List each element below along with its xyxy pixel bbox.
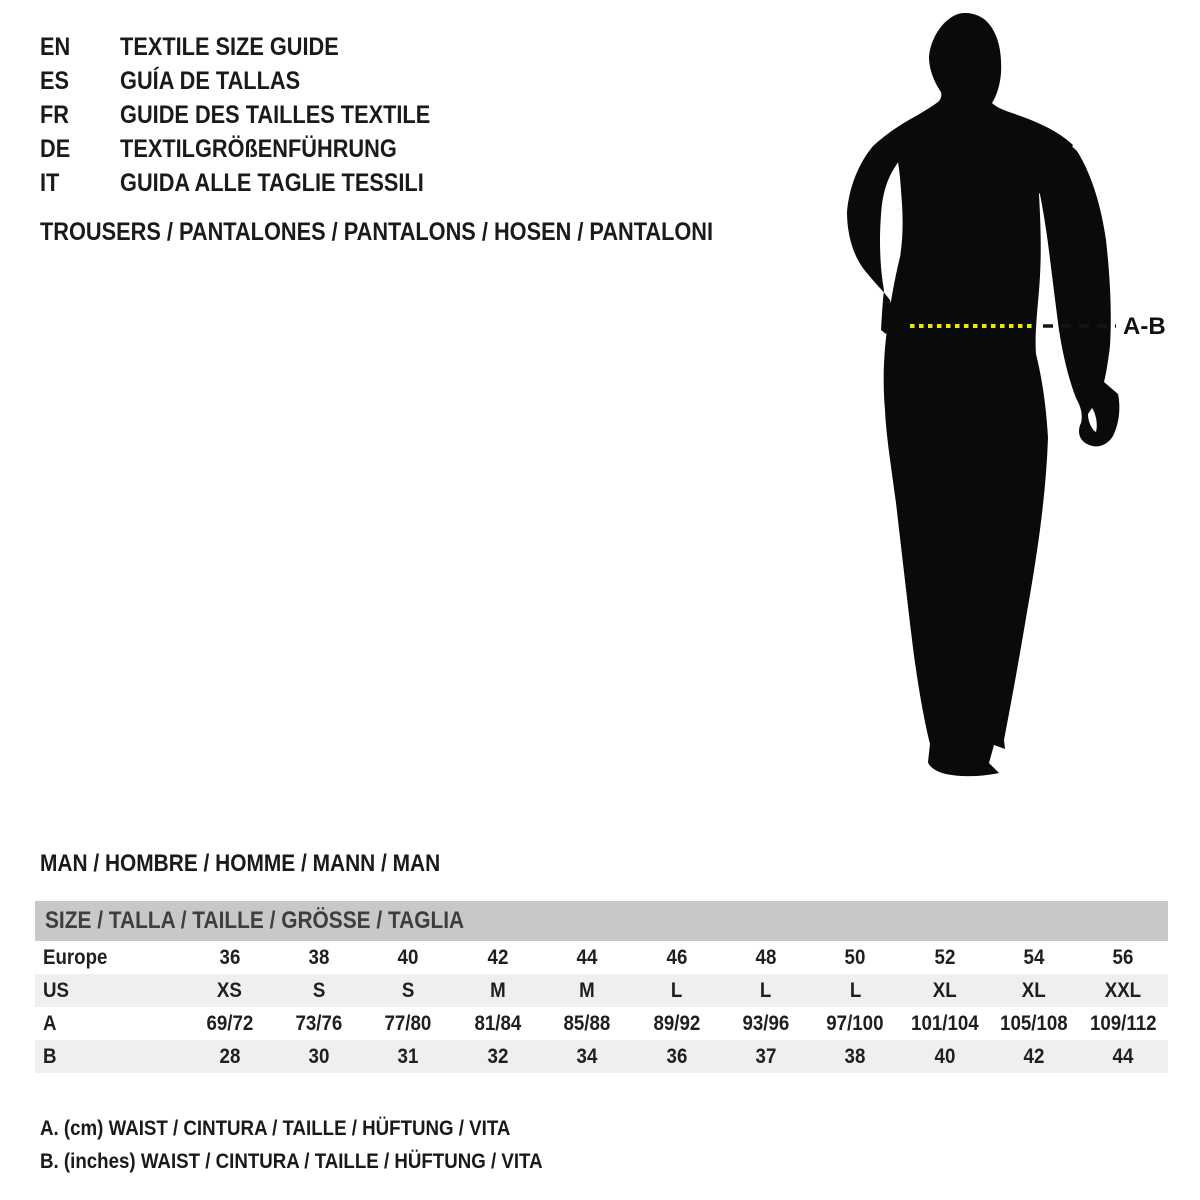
value-cell: 93/96	[742, 1011, 790, 1035]
value-cell: 44	[1112, 1044, 1134, 1068]
measure-label: A-B	[1123, 313, 1166, 340]
value-cell: S	[402, 978, 415, 1002]
size-table-body	[35, 941, 1168, 1073]
row-label-cell: US	[43, 978, 69, 1002]
value-cell: XS	[217, 978, 243, 1002]
value-cell: L	[849, 978, 861, 1002]
value-cell: M	[579, 978, 595, 1002]
language-code: DE	[40, 135, 71, 163]
value-cell: 101/104	[910, 1011, 979, 1035]
value-cell: 42	[487, 945, 509, 969]
value-cell: 77/80	[384, 1011, 432, 1035]
value-cell: 36	[666, 1044, 687, 1068]
language-label: GUÍA DE TALLAS	[120, 67, 301, 95]
language-row-es	[40, 64, 489, 98]
value-cell: 50	[844, 945, 866, 969]
value-cell: 105/108	[1000, 1011, 1068, 1035]
value-cell: 42	[1023, 1044, 1045, 1068]
value-cell: 89/92	[653, 1011, 700, 1035]
language-row-fr	[40, 98, 489, 132]
man-silhouette-figure	[810, 0, 1200, 800]
row-label-cell: A	[43, 1011, 57, 1035]
value-cell: 38	[844, 1044, 866, 1068]
gender-heading	[40, 849, 500, 879]
value-cell: 69/72	[206, 1011, 254, 1035]
value-cell: 109/112	[1090, 1011, 1157, 1035]
value-cell: 46	[666, 945, 687, 969]
language-label: TEXTILE SIZE GUIDE	[120, 33, 339, 61]
value-cell: 30	[308, 1044, 330, 1068]
value-cell: 85/88	[563, 1011, 611, 1035]
product-heading-text: TROUSERS / PANTALONES / PANTALONS / HOSEN / PANTALONI	[40, 218, 714, 246]
language-list	[40, 30, 489, 200]
value-cell: L	[760, 978, 772, 1002]
note-line-a: A. (cm) WAIST / CINTURA / TAILLE / HÜFTUNG / VITA	[40, 1116, 511, 1140]
value-cell: 73/76	[295, 1011, 343, 1035]
language-label: TEXTILGRÖßENFÜHRUNG	[120, 135, 397, 163]
measurement-notes	[40, 1112, 618, 1178]
row-label-cell: Europe	[43, 945, 108, 969]
value-cell: 34	[576, 1044, 598, 1068]
language-row-it	[40, 166, 489, 200]
value-cell: XL	[932, 978, 957, 1002]
value-cell: S	[312, 978, 326, 1002]
value-cell: XL	[1021, 978, 1046, 1002]
value-cell: 56	[1112, 945, 1134, 969]
language-code: IT	[40, 169, 60, 197]
language-row-en	[40, 30, 489, 64]
size-table	[35, 941, 1168, 1073]
note-line-b: B. (inches) WAIST / CINTURA / TAILLE / HÜFTUNG / VITA	[40, 1149, 543, 1173]
value-cell: 48	[755, 945, 777, 969]
value-cell: 31	[397, 1044, 419, 1068]
table-row-europe	[35, 941, 1168, 974]
value-cell: 52	[934, 945, 955, 969]
value-cell: 40	[397, 945, 419, 969]
table-row-a	[35, 1007, 1168, 1040]
value-cell: 38	[308, 945, 330, 969]
language-code: FR	[40, 101, 69, 129]
value-cell: 32	[487, 1044, 509, 1068]
value-cell: 81/84	[474, 1011, 522, 1035]
language-label: GUIDE DES TAILLES TEXTILE	[120, 101, 431, 129]
value-cell: 54	[1023, 945, 1045, 969]
size-table-header	[35, 901, 1168, 941]
value-cell: 37	[755, 1044, 777, 1068]
value-cell: 44	[576, 945, 598, 969]
value-cell: XXL	[1105, 978, 1142, 1002]
size-table-section	[35, 901, 1168, 1073]
table-row-us	[35, 974, 1168, 1007]
table-row-b	[35, 1040, 1168, 1073]
language-code: ES	[40, 67, 70, 95]
product-heading	[40, 217, 814, 247]
value-cell: M	[489, 978, 506, 1002]
language-code: EN	[40, 33, 71, 61]
value-cell: 36	[219, 945, 241, 969]
language-row-de	[40, 132, 489, 166]
value-cell: 28	[219, 1044, 241, 1068]
size-table-header-text: SIZE / TALLA / TAILLE / GRÖSSE / TAGLIA	[45, 907, 465, 934]
language-label: GUIDA ALLE TAGLIE TESSILI	[120, 169, 424, 197]
gender-heading-text: MAN / HOMBRE / HOMME / MANN / MAN	[40, 850, 441, 877]
row-label-cell: B	[43, 1044, 57, 1068]
value-cell: L	[670, 978, 683, 1002]
value-cell: 97/100	[826, 1011, 884, 1035]
value-cell: 40	[934, 1044, 955, 1068]
